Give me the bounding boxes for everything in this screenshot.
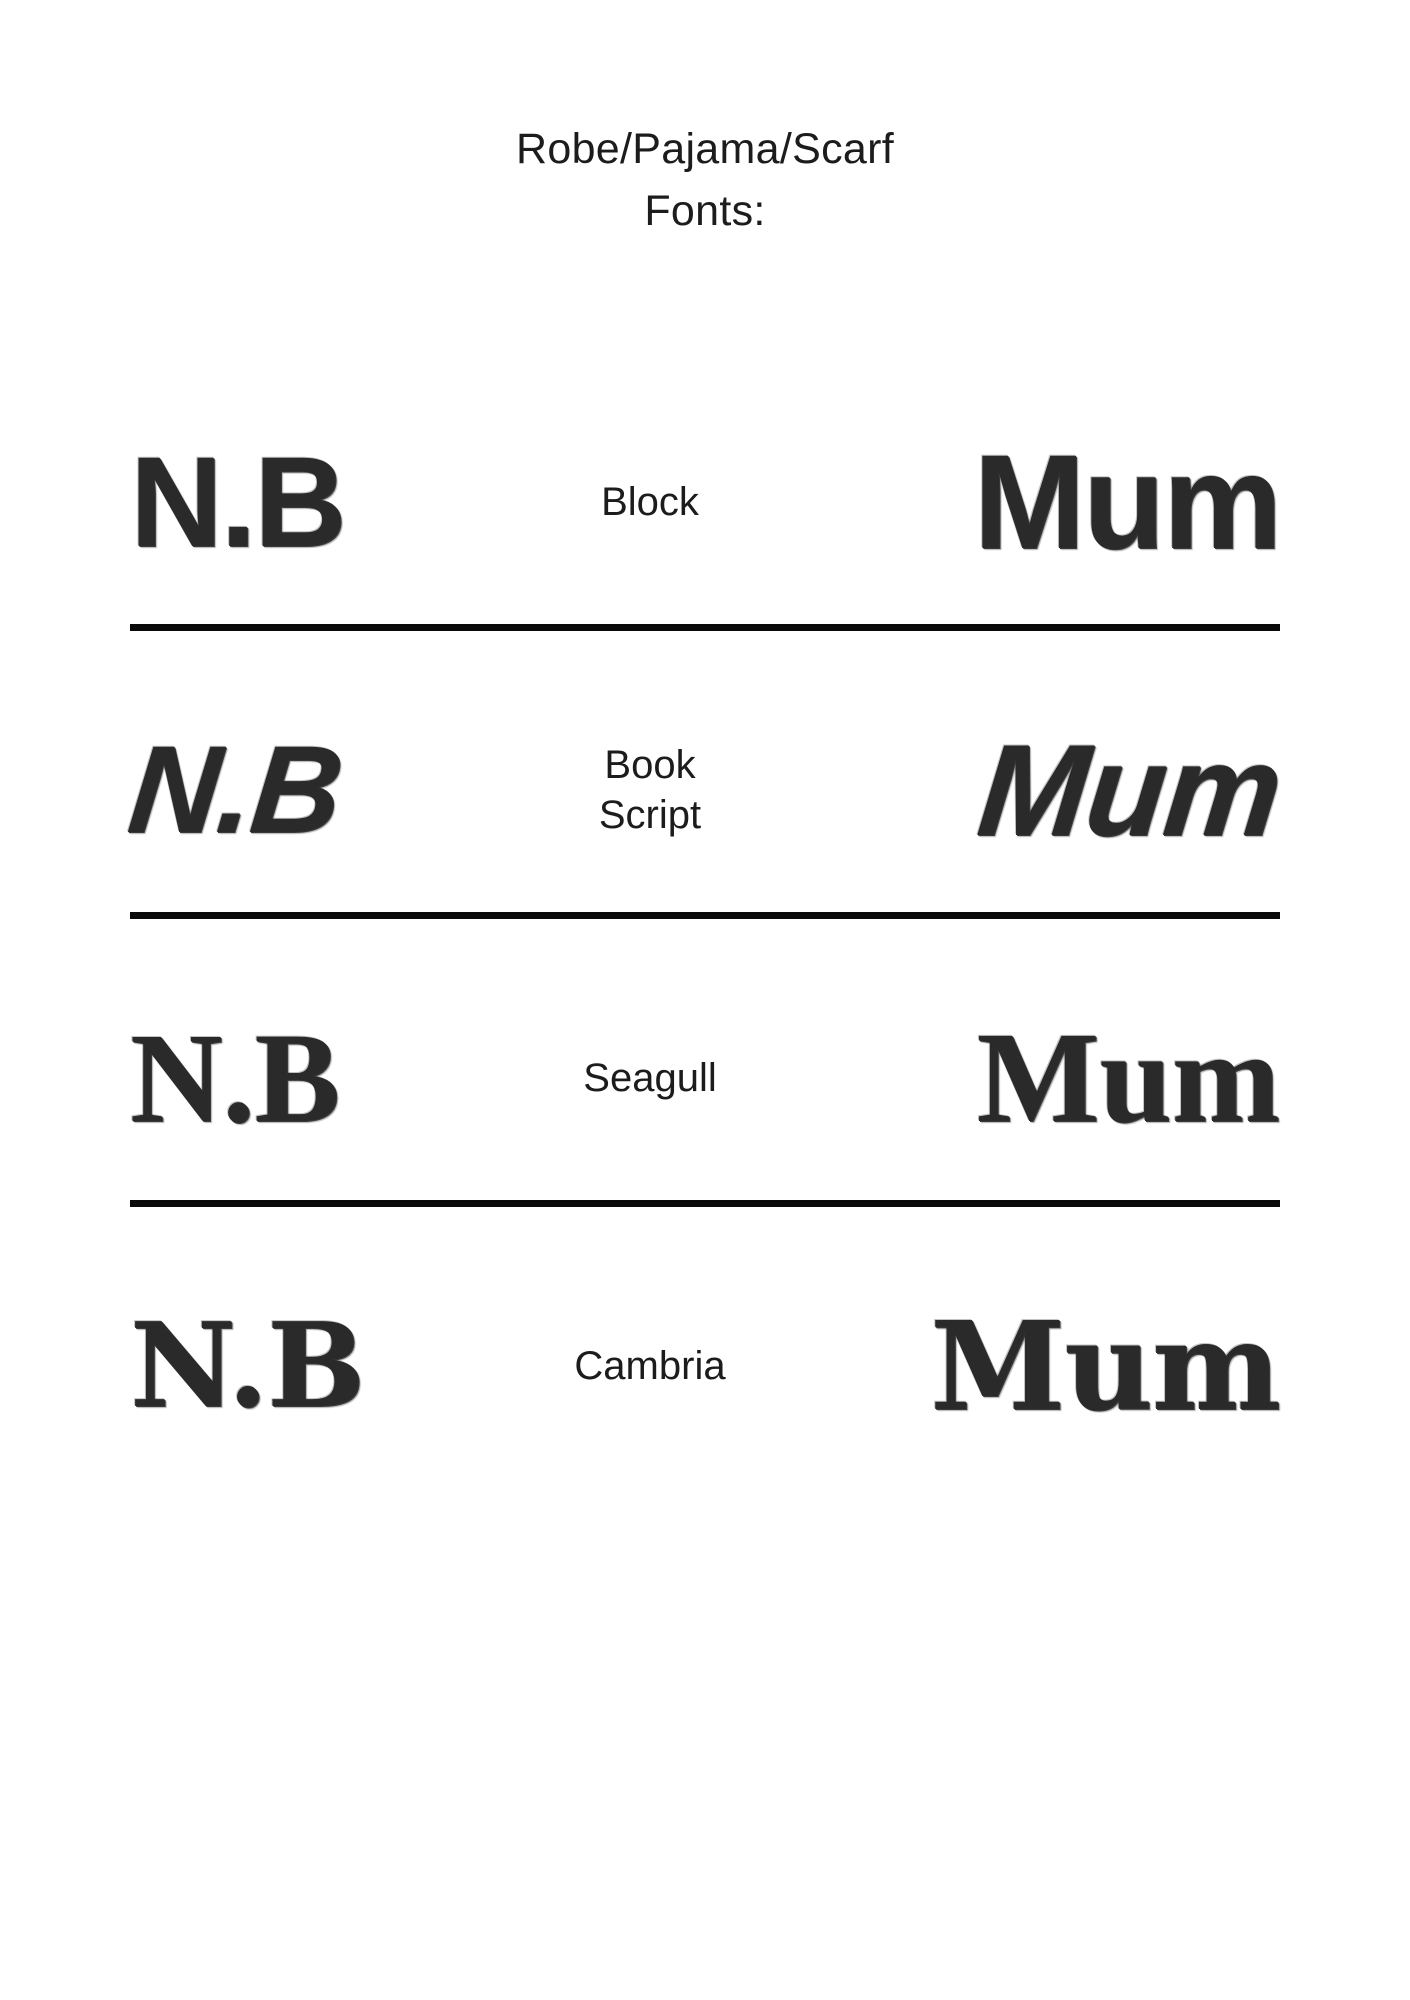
divider-rule-1: [130, 624, 1280, 631]
font-row-book-script: [0, 668, 1410, 912]
font-sample-initials-seagull: N.B: [130, 1006, 340, 1149]
font-sample-word-seagull: Mum: [976, 1006, 1280, 1150]
font-rows: [0, 380, 1410, 1488]
font-sample-initials-book-script: N.B: [122, 721, 348, 859]
font-name-cambria: Cambria: [574, 1344, 726, 1388]
font-sample-initials-block: N.B: [130, 430, 345, 574]
font-row-seagull: [0, 956, 1410, 1200]
font-name-seagull: Seagull: [583, 1056, 717, 1100]
divider-rule-2: [130, 912, 1280, 919]
font-row-block: [0, 380, 1410, 624]
font-name-book-script-line-1: Book: [604, 743, 696, 787]
divider-rule-3: [130, 1200, 1280, 1207]
page-title-line-1: Robe/Pajama/Scarf: [516, 125, 894, 173]
font-name-block: Block: [601, 480, 699, 524]
font-name-book-script-line-2: Script: [598, 793, 702, 837]
font-sample-word-book-script: Mum: [972, 717, 1288, 863]
font-sample-initials-cambria: N.B: [130, 1298, 365, 1434]
page-title: [0, 118, 1410, 242]
font-row-cambria: [0, 1244, 1410, 1488]
page-title-line-2: Fonts:: [644, 187, 766, 235]
font-name-book-script: [530, 740, 770, 840]
font-sample-word-block: Mum: [973, 427, 1280, 577]
font-sample-word-cambria: Mum: [930, 1294, 1280, 1438]
